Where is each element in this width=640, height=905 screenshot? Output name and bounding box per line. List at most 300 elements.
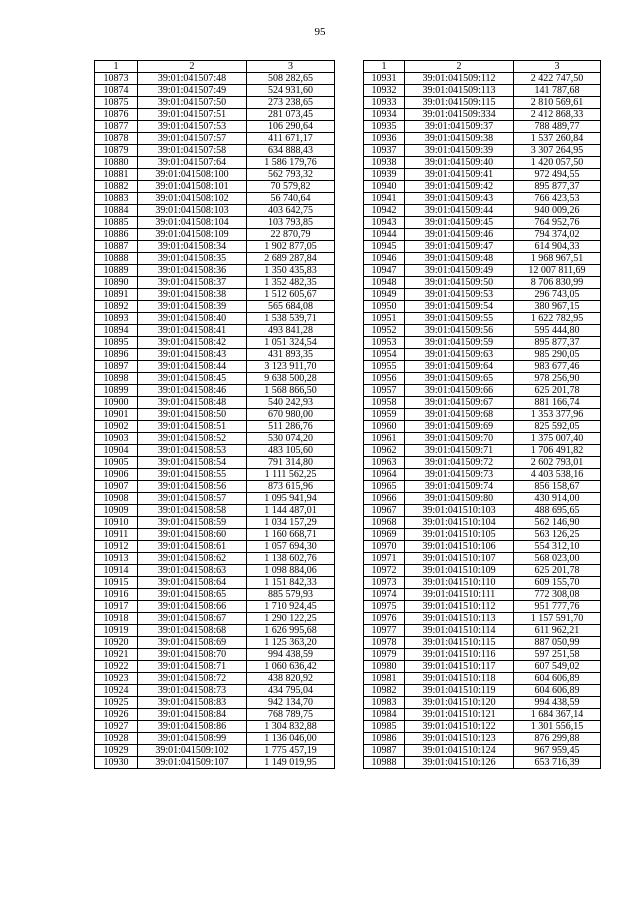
value-cell: 511 286,76 <box>247 421 335 433</box>
value-cell: 1 706 491,82 <box>514 445 601 457</box>
cadastral-number-cell: 39:01:041509:67 <box>405 397 514 409</box>
table-row <box>364 277 601 289</box>
cadastral-number-cell: 39:01:041509:40 <box>405 157 514 169</box>
cadastral-number-cell: 39:01:041508:54 <box>138 457 247 469</box>
value-cell: 625 201,78 <box>514 565 601 577</box>
row-number-cell: 10914 <box>95 565 138 577</box>
table-row <box>364 205 601 217</box>
value-cell: 1 149 019,95 <box>247 757 335 769</box>
cadastral-number-cell: 39:01:041509:44 <box>405 205 514 217</box>
value-cell: 2 602 793,01 <box>514 457 601 469</box>
cadastral-number-cell: 39:01:041510:121 <box>405 709 514 721</box>
table-row <box>364 145 601 157</box>
row-number-cell: 10913 <box>95 553 138 565</box>
value-cell: 380 967,15 <box>514 301 601 313</box>
table-row <box>364 109 601 121</box>
table-row <box>95 85 335 97</box>
table-row <box>364 577 601 589</box>
row-number-cell: 10959 <box>364 409 405 421</box>
value-cell: 2 412 868,33 <box>514 109 601 121</box>
cadastral-number-cell: 39:01:041508:100 <box>138 169 247 181</box>
cadastral-number-cell: 39:01:041508:46 <box>138 385 247 397</box>
table-row <box>364 409 601 421</box>
table-row <box>95 613 335 625</box>
value-cell: 1 157 591,70 <box>514 613 601 625</box>
row-number-cell: 10931 <box>364 73 405 85</box>
value-cell: 607 549,02 <box>514 661 601 673</box>
cadastral-number-cell: 39:01:041508:61 <box>138 541 247 553</box>
row-number-cell: 10946 <box>364 253 405 265</box>
value-cell: 766 423,53 <box>514 193 601 205</box>
value-cell: 1 057 694,30 <box>247 541 335 553</box>
row-number-cell: 10978 <box>364 637 405 649</box>
cadastral-number-cell: 39:01:041509:53 <box>405 289 514 301</box>
row-number-cell: 10896 <box>95 349 138 361</box>
value-cell: 972 494,55 <box>514 169 601 181</box>
table-row <box>364 217 601 229</box>
value-cell: 1 144 487,01 <box>247 505 335 517</box>
cadastral-number-cell: 39:01:041509:113 <box>405 85 514 97</box>
value-cell: 895 877,37 <box>514 337 601 349</box>
value-cell: 764 952,76 <box>514 217 601 229</box>
cadastral-number-cell: 39:01:041507:49 <box>138 85 247 97</box>
row-number-cell: 10968 <box>364 517 405 529</box>
table-row <box>364 529 601 541</box>
row-number-cell: 10969 <box>364 529 405 541</box>
table-row <box>95 709 335 721</box>
row-number-cell: 10892 <box>95 301 138 313</box>
cadastral-number-cell: 39:01:041510:112 <box>405 601 514 613</box>
value-cell: 994 438,59 <box>247 649 335 661</box>
cadastral-number-cell: 39:01:041510:116 <box>405 649 514 661</box>
cadastral-number-cell: 39:01:041508:34 <box>138 241 247 253</box>
cadastral-number-cell: 39:01:041508:103 <box>138 205 247 217</box>
cadastral-number-cell: 39:01:041509:59 <box>405 337 514 349</box>
cadastral-number-cell: 39:01:041510:114 <box>405 625 514 637</box>
row-number-cell: 10932 <box>364 85 405 97</box>
cadastral-number-cell: 39:01:041508:40 <box>138 313 247 325</box>
row-number-cell: 10887 <box>95 241 138 253</box>
row-number-cell: 10937 <box>364 145 405 157</box>
value-cell: 568 023,00 <box>514 553 601 565</box>
row-number-cell: 10972 <box>364 565 405 577</box>
row-number-cell: 10904 <box>95 445 138 457</box>
row-number-cell: 10873 <box>95 73 138 85</box>
row-number-cell: 10924 <box>95 685 138 697</box>
table-row <box>95 289 335 301</box>
table-row <box>364 289 601 301</box>
table-row <box>95 637 335 649</box>
row-number-cell: 10981 <box>364 673 405 685</box>
table-row <box>95 301 335 313</box>
row-number-cell: 10949 <box>364 289 405 301</box>
table-row <box>95 265 335 277</box>
table-row <box>95 325 335 337</box>
cadastral-number-cell: 39:01:041509:38 <box>405 133 514 145</box>
value-cell: 493 841,28 <box>247 325 335 337</box>
cadastral-number-cell: 39:01:041509:115 <box>405 97 514 109</box>
table-row <box>95 337 335 349</box>
table-row <box>364 397 601 409</box>
row-number-cell: 10955 <box>364 361 405 373</box>
value-cell: 1 538 539,71 <box>247 313 335 325</box>
row-number-cell: 10888 <box>95 253 138 265</box>
table-row <box>364 433 601 445</box>
row-number-cell: 10948 <box>364 277 405 289</box>
table-row <box>364 589 601 601</box>
cadastral-number-cell: 39:01:041509:102 <box>138 745 247 757</box>
table-row <box>364 241 601 253</box>
column-header: 3 <box>514 61 601 73</box>
value-cell: 434 795,04 <box>247 685 335 697</box>
table-row <box>364 349 601 361</box>
cadastral-number-cell: 39:01:041508:45 <box>138 373 247 385</box>
row-number-cell: 10886 <box>95 229 138 241</box>
cadastral-number-cell: 39:01:041508:52 <box>138 433 247 445</box>
cadastral-number-cell: 39:01:041510:126 <box>405 757 514 769</box>
row-number-cell: 10942 <box>364 205 405 217</box>
cadastral-number-cell: 39:01:041508:63 <box>138 565 247 577</box>
cadastral-number-cell: 39:01:041508:64 <box>138 577 247 589</box>
value-cell: 1 095 941,94 <box>247 493 335 505</box>
row-number-cell: 10884 <box>95 205 138 217</box>
table-row <box>95 229 335 241</box>
table-row <box>95 253 335 265</box>
cadastral-number-cell: 39:01:041509:65 <box>405 373 514 385</box>
cadastral-number-cell: 39:01:041509:55 <box>405 313 514 325</box>
value-cell: 951 777,76 <box>514 601 601 613</box>
table-row <box>95 661 335 673</box>
table-body <box>364 61 601 769</box>
value-cell: 1 586 179,76 <box>247 157 335 169</box>
value-cell: 825 592,05 <box>514 421 601 433</box>
cadastral-number-cell: 39:01:041508:35 <box>138 253 247 265</box>
table-row <box>364 553 601 565</box>
row-number-cell: 10920 <box>95 637 138 649</box>
table-row <box>95 469 335 481</box>
table-row <box>364 373 601 385</box>
table-row <box>364 325 601 337</box>
header-row <box>95 61 335 73</box>
row-number-cell: 10911 <box>95 529 138 541</box>
cadastral-number-cell: 39:01:041508:59 <box>138 517 247 529</box>
table-row <box>364 157 601 169</box>
cadastral-number-cell: 39:01:041509:41 <box>405 169 514 181</box>
row-number-cell: 10897 <box>95 361 138 373</box>
cadastral-number-cell: 39:01:041508:36 <box>138 265 247 277</box>
value-cell: 788 489,77 <box>514 121 601 133</box>
value-cell: 876 299,88 <box>514 733 601 745</box>
row-number-cell: 10956 <box>364 373 405 385</box>
value-cell: 296 743,05 <box>514 289 601 301</box>
value-cell: 3 307 264,95 <box>514 145 601 157</box>
table-row <box>364 85 601 97</box>
cadastral-number-cell: 39:01:041508:68 <box>138 625 247 637</box>
row-number-cell: 10970 <box>364 541 405 553</box>
row-number-cell: 10895 <box>95 337 138 349</box>
value-cell: 1 537 260,84 <box>514 133 601 145</box>
value-cell: 4 403 538,16 <box>514 469 601 481</box>
row-number-cell: 10983 <box>364 697 405 709</box>
value-cell: 563 126,25 <box>514 529 601 541</box>
cadastral-number-cell: 39:01:041510:107 <box>405 553 514 565</box>
table-row <box>364 613 601 625</box>
cadastral-number-cell: 39:01:041510:117 <box>405 661 514 673</box>
cadastral-number-cell: 39:01:041507:48 <box>138 73 247 85</box>
cadastral-number-cell: 39:01:041508:66 <box>138 601 247 613</box>
row-number-cell: 10915 <box>95 577 138 589</box>
value-cell: 141 787,68 <box>514 85 601 97</box>
cadastral-number-cell: 39:01:041509:64 <box>405 361 514 373</box>
row-number-cell: 10912 <box>95 541 138 553</box>
cadastral-number-cell: 39:01:041509:80 <box>405 493 514 505</box>
table-row <box>95 361 335 373</box>
table-row <box>95 553 335 565</box>
cadastral-number-cell: 39:01:041507:50 <box>138 97 247 109</box>
table-row <box>95 313 335 325</box>
table-row <box>95 121 335 133</box>
table-row <box>364 733 601 745</box>
value-cell: 983 677,46 <box>514 361 601 373</box>
cadastral-number-cell: 39:01:041508:44 <box>138 361 247 373</box>
table-row <box>95 181 335 193</box>
row-number-cell: 10880 <box>95 157 138 169</box>
cadastral-number-cell: 39:01:041509:63 <box>405 349 514 361</box>
row-number-cell: 10958 <box>364 397 405 409</box>
table-row <box>95 517 335 529</box>
table-row <box>95 277 335 289</box>
value-cell: 430 914,00 <box>514 493 601 505</box>
cadastral-number-cell: 39:01:041508:62 <box>138 553 247 565</box>
row-number-cell: 10923 <box>95 673 138 685</box>
cadastral-number-cell: 39:01:041508:109 <box>138 229 247 241</box>
value-cell: 1 060 636,42 <box>247 661 335 673</box>
value-cell: 611 962,21 <box>514 625 601 637</box>
cadastral-number-cell: 39:01:041509:107 <box>138 757 247 769</box>
value-cell: 508 282,65 <box>247 73 335 85</box>
table-row <box>364 445 601 457</box>
value-cell: 881 166,74 <box>514 397 601 409</box>
row-number-cell: 10901 <box>95 409 138 421</box>
value-cell: 438 820,92 <box>247 673 335 685</box>
table-row <box>95 241 335 253</box>
cadastral-number-cell: 39:01:041507:58 <box>138 145 247 157</box>
row-number-cell: 10922 <box>95 661 138 673</box>
value-cell: 1 290 122,25 <box>247 613 335 625</box>
table-row <box>95 193 335 205</box>
table-row <box>95 133 335 145</box>
row-number-cell: 10950 <box>364 301 405 313</box>
row-number-cell: 10910 <box>95 517 138 529</box>
row-number-cell: 10898 <box>95 373 138 385</box>
page-number: 95 <box>314 26 326 38</box>
column-header: 1 <box>95 61 138 73</box>
value-cell: 1 301 556,15 <box>514 721 601 733</box>
value-cell: 978 256,90 <box>514 373 601 385</box>
cadastral-table-left <box>94 60 335 769</box>
table-row <box>95 733 335 745</box>
table-row <box>95 565 335 577</box>
value-cell: 1 512 605,67 <box>247 289 335 301</box>
row-number-cell: 10909 <box>95 505 138 517</box>
cadastral-number-cell: 39:01:041509:48 <box>405 253 514 265</box>
value-cell: 2 422 747,50 <box>514 73 601 85</box>
table-row <box>95 649 335 661</box>
value-cell: 1 151 842,33 <box>247 577 335 589</box>
table-row <box>95 205 335 217</box>
row-number-cell: 10973 <box>364 577 405 589</box>
cadastral-number-cell: 39:01:041509:39 <box>405 145 514 157</box>
cadastral-number-cell: 39:01:041508:70 <box>138 649 247 661</box>
value-cell: 1 098 884,06 <box>247 565 335 577</box>
table-row <box>364 637 601 649</box>
row-number-cell: 10935 <box>364 121 405 133</box>
row-number-cell: 10960 <box>364 421 405 433</box>
table-row <box>95 625 335 637</box>
table-row <box>95 109 335 121</box>
row-number-cell: 10944 <box>364 229 405 241</box>
table-row <box>364 721 601 733</box>
table-row <box>95 481 335 493</box>
cadastral-number-cell: 39:01:041508:42 <box>138 337 247 349</box>
cadastral-number-cell: 39:01:041510:113 <box>405 613 514 625</box>
value-cell: 1 420 057,50 <box>514 157 601 169</box>
cadastral-number-cell: 39:01:041509:334 <box>405 109 514 121</box>
value-cell: 625 201,78 <box>514 385 601 397</box>
value-cell: 856 158,67 <box>514 481 601 493</box>
value-cell: 653 716,39 <box>514 757 601 769</box>
row-number-cell: 10945 <box>364 241 405 253</box>
value-cell: 524 931,60 <box>247 85 335 97</box>
value-cell: 595 444,80 <box>514 325 601 337</box>
table-row <box>95 409 335 421</box>
row-number-cell: 10947 <box>364 265 405 277</box>
value-cell: 1 353 377,96 <box>514 409 601 421</box>
table-row <box>95 505 335 517</box>
table-row <box>95 385 335 397</box>
table-row <box>364 469 601 481</box>
row-number-cell: 10891 <box>95 289 138 301</box>
row-number-cell: 10929 <box>95 745 138 757</box>
cadastral-number-cell: 39:01:041509:43 <box>405 193 514 205</box>
cadastral-number-cell: 39:01:041508:101 <box>138 181 247 193</box>
value-cell: 1 304 832,88 <box>247 721 335 733</box>
cadastral-number-cell: 39:01:041508:38 <box>138 289 247 301</box>
cadastral-number-cell: 39:01:041508:83 <box>138 697 247 709</box>
cadastral-number-cell: 39:01:041508:72 <box>138 673 247 685</box>
row-number-cell: 10908 <box>95 493 138 505</box>
table-row <box>95 217 335 229</box>
table-row <box>364 757 601 769</box>
cadastral-number-cell: 39:01:041507:51 <box>138 109 247 121</box>
table-row <box>364 709 601 721</box>
value-cell: 768 789,75 <box>247 709 335 721</box>
row-number-cell: 10900 <box>95 397 138 409</box>
row-number-cell: 10974 <box>364 589 405 601</box>
value-cell: 994 438,59 <box>514 697 601 709</box>
row-number-cell: 10906 <box>95 469 138 481</box>
row-number-cell: 10917 <box>95 601 138 613</box>
value-cell: 1 710 924,45 <box>247 601 335 613</box>
cadastral-number-cell: 39:01:041507:53 <box>138 121 247 133</box>
cadastral-number-cell: 39:01:041509:66 <box>405 385 514 397</box>
cadastral-number-cell: 39:01:041508:104 <box>138 217 247 229</box>
cadastral-number-cell: 39:01:041508:53 <box>138 445 247 457</box>
value-cell: 1 684 367,14 <box>514 709 601 721</box>
row-number-cell: 10988 <box>364 757 405 769</box>
cadastral-number-cell: 39:01:041508:41 <box>138 325 247 337</box>
table-row <box>95 157 335 169</box>
value-cell: 772 308,08 <box>514 589 601 601</box>
table-row <box>364 697 601 709</box>
row-number-cell: 10967 <box>364 505 405 517</box>
table-row <box>95 373 335 385</box>
table-row <box>95 457 335 469</box>
value-cell: 8 706 830,99 <box>514 277 601 289</box>
row-number-cell: 10933 <box>364 97 405 109</box>
value-cell: 106 290,64 <box>247 121 335 133</box>
cadastral-number-cell: 39:01:041510:115 <box>405 637 514 649</box>
cadastral-number-cell: 39:01:041509:70 <box>405 433 514 445</box>
cadastral-number-cell: 39:01:041510:104 <box>405 517 514 529</box>
row-number-cell: 10936 <box>364 133 405 145</box>
cadastral-number-cell: 39:01:041508:57 <box>138 493 247 505</box>
value-cell: 273 238,65 <box>247 97 335 109</box>
cadastral-number-cell: 39:01:041509:69 <box>405 421 514 433</box>
row-number-cell: 10941 <box>364 193 405 205</box>
cadastral-number-cell: 39:01:041508:50 <box>138 409 247 421</box>
table-row <box>364 661 601 673</box>
cadastral-number-cell: 39:01:041509:71 <box>405 445 514 457</box>
row-number-cell: 10986 <box>364 733 405 745</box>
table-row <box>364 193 601 205</box>
value-cell: 1 626 995,68 <box>247 625 335 637</box>
cadastral-number-cell: 39:01:041509:37 <box>405 121 514 133</box>
table-row <box>364 745 601 757</box>
row-number-cell: 10893 <box>95 313 138 325</box>
value-cell: 411 671,17 <box>247 133 335 145</box>
value-cell: 1 775 457,19 <box>247 745 335 757</box>
cadastral-number-cell: 39:01:041509:73 <box>405 469 514 481</box>
row-number-cell: 10985 <box>364 721 405 733</box>
cadastral-number-cell: 39:01:041509:56 <box>405 325 514 337</box>
table-row <box>95 577 335 589</box>
value-cell: 942 134,70 <box>247 697 335 709</box>
table-row <box>364 493 601 505</box>
cadastral-number-cell: 39:01:041510:124 <box>405 745 514 757</box>
cadastral-number-cell: 39:01:041508:65 <box>138 589 247 601</box>
column-header: 2 <box>405 61 514 73</box>
row-number-cell: 10963 <box>364 457 405 469</box>
row-number-cell: 10943 <box>364 217 405 229</box>
row-number-cell: 10952 <box>364 325 405 337</box>
table-row <box>95 397 335 409</box>
table-row <box>364 181 601 193</box>
row-number-cell: 10966 <box>364 493 405 505</box>
row-number-cell: 10962 <box>364 445 405 457</box>
table-row <box>364 625 601 637</box>
cadastral-number-cell: 39:01:041510:118 <box>405 673 514 685</box>
cadastral-number-cell: 39:01:041509:74 <box>405 481 514 493</box>
table-row <box>95 349 335 361</box>
table-row <box>364 517 601 529</box>
table-row <box>95 445 335 457</box>
cadastral-number-cell: 39:01:041510:123 <box>405 733 514 745</box>
cadastral-number-cell: 39:01:041507:64 <box>138 157 247 169</box>
table-row <box>95 73 335 85</box>
value-cell: 1 111 562,25 <box>247 469 335 481</box>
value-cell: 614 904,33 <box>514 241 601 253</box>
